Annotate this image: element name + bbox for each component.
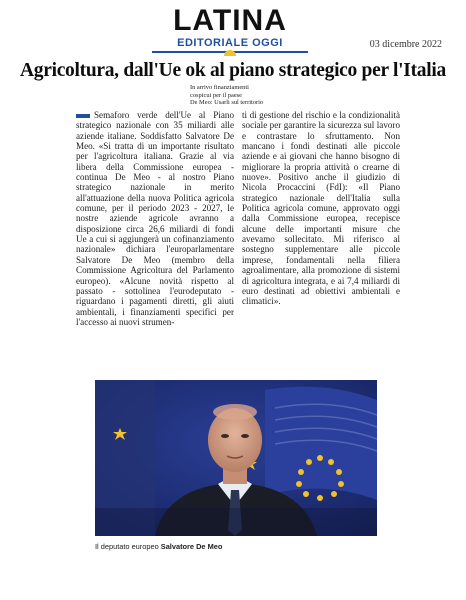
article-headline: Agricoltura, dall'Ue ok al piano strategico per l'Italia bbox=[20, 60, 446, 81]
photo-caption bbox=[95, 542, 222, 551]
column-2-text: ti di gestione del rischio e la condizionalità sociale per garantire la sicurezza sul lavoro e contrastare lo sfruttamento. Non mancano i fondi destinati alle piccole aziende e ai giovani che hanno bisogno di migliorare la propria attività o crearne di nuove». Positivo anche il giudizio di Nicola Procaccini (FdI): «Il Piano strategico nazionale dell'Italia sulla Politica agricola comune, approvato oggi dalla Commissione europea, recepisce alcune delle importanti misure che avevamo sollecitato. Mi riferisco al sostegno supplementare alle piccole imprese, fondamentali nella filiera agroalimentare, alla promozione di sistemi di agricoltura integrata, e ai 7,4 miliardi di euro destinati ad obiettivi ambientali e climatici». bbox=[242, 110, 400, 307]
sun-icon bbox=[224, 50, 236, 56]
deck-line: cospicui per il paese bbox=[190, 91, 242, 99]
article-photo bbox=[95, 380, 377, 536]
deck-line: In arrivo finanziamenti bbox=[190, 84, 249, 91]
article-column-2 bbox=[242, 110, 400, 307]
lead-marker bbox=[76, 114, 90, 118]
publication-date: 03 dicembre 2022 bbox=[369, 39, 442, 50]
article-column-1 bbox=[76, 110, 234, 327]
sublogo-left: EDITORIALE bbox=[177, 37, 249, 49]
photo-illustration bbox=[95, 380, 377, 536]
article-deck bbox=[190, 84, 310, 107]
sublogo-right: OGGI bbox=[252, 37, 283, 49]
column-1-text: Semaforo verde dell'Ue al Piano strategico nazionale con 35 miliardi alle aziende italiane. Soddisfatto Salvatore De Meo. «Si tratta di un importante risultato per l'agricoltura italiana. Grazie al via libera della Commissione europea - continua De Meo - al nostro Piano strategico nazionale in merito all'attuazione della nuova Politica agricola comune, per il periodo 2023 - 2027, le nostre aziende agricole avranno a disposizione circa 26,6 miliardi di fondi Ue a cui si aggiungerà un cofinanziamento nazionale» dichiara l'europarlamentare Salvatore De Meo (membro della Commissione Agricoltura del Parlamento europeo). «Alcune novità rispetto al passato - sottolinea l'eurodeputato - riguardano i pagamenti diretti, gli aiuti ambientali, i finanziamenti specifici per l'accesso ai nuovi strumen- bbox=[76, 110, 234, 327]
masthead bbox=[150, 6, 310, 56]
caption-prefix: Il deputato europeo bbox=[95, 542, 159, 551]
caption-name: Salvatore De Meo bbox=[160, 542, 223, 551]
deck-line: De Meo: Usarli sul territorio bbox=[190, 99, 264, 107]
newspaper-logo: LATINA bbox=[173, 4, 287, 37]
newspaper-sublogo bbox=[150, 37, 310, 49]
